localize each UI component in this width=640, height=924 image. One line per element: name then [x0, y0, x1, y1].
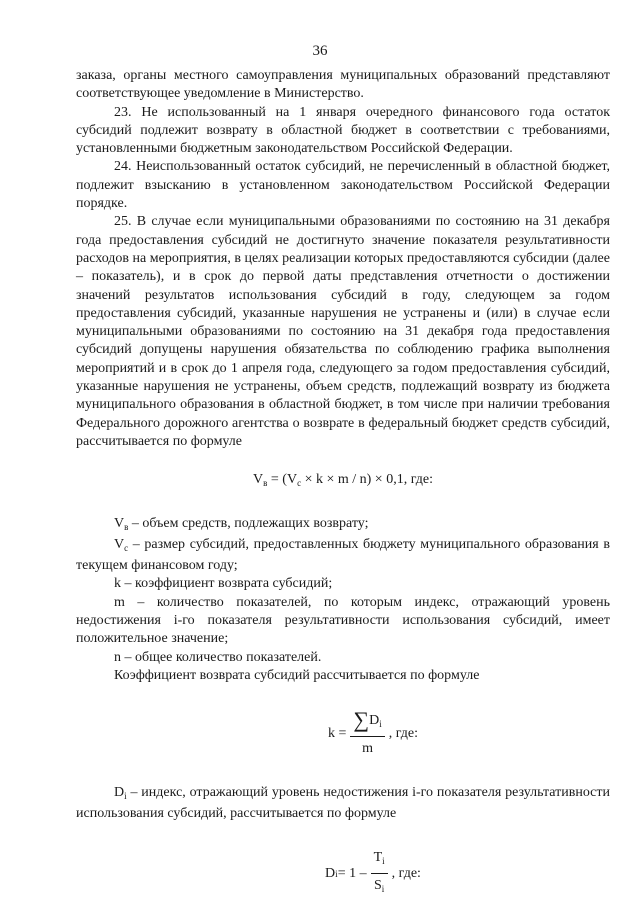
fraction-k: $\frac{\sum D_i}{m}$ — [350, 711, 384, 758]
page-number: 36 — [312, 43, 328, 59]
definition-k: k – коэффициент возврата субсидий; — [114, 576, 333, 592]
formula-coefficient-k: k = $\frac{\sum D_i}{m}$ , где: — [136, 711, 610, 758]
definition-di: $D_i$ – индекс, отражающий уровень недостижения i-го показателя результативности использования субсидий, рассчитывается по формуле — [76, 784, 610, 822]
paragraph-23: 23. Не использованный на 1 января очередного финансового года остаток субсидий подлежит возврату в областной бюджет в соответствии с требованиями, установленными бюджетным законодательством Российской Федерации. — [76, 104, 610, 157]
coefficient-intro: Коэффициент возврата субсидий рассчитывается по формуле — [114, 667, 480, 683]
definition-vv: $V_в$ – объем средств, подлежащих возврату; — [114, 515, 369, 532]
definition-m: m – количество показателей, по которым индекс, отражающий уровень недостижения i-го показателя результативности использования субсидий, имеет положительное значение; — [76, 594, 610, 647]
formula-return-volume: $V_в = (V_с \times k \times m / n) \times 0,1$, где: — [253, 472, 433, 489]
document-body — [76, 67, 610, 924]
paragraph-continuation: заказа, органы местного самоуправления муниципальных образований представляют соответствующее уведомление в Министерство. — [76, 68, 610, 102]
definition-vc: $V_с$ – размер субсидий, предоставленных бюджету муниципального образования в текущем финансовом году; — [76, 536, 610, 574]
formula-index-di: D i = 1 – $\frac{T_i}{S_i}$ , где: — [136, 849, 610, 898]
paragraph-25: 25. В случае если муниципальными образованиями по состоянию на 31 декабря года предоставления субсидий не достигнуто значение показателя результативности расходов на мероприятия, в целях реализации которых предоставляются субсидии (далее – показатель), и в срок до первой даты представления отчетности о достижении значений результатов использования субсидий в году, следующем за годом предоставления субсидий, указанные нарушения не устранены и (или) в случае если муниципальными образованиями по состоянию на 31 декабря года предоставления субсидий допущены нарушения обязательства по соблюдению графика выполнения мероприятий и в срок до 1 апреля года, следующего за годом предоставления субсидий, указанные нарушения не устранены, объем средств, подлежащий возврату из бюджета муниципального образования в областной бюджет, в том числе при наличии требования Федерального дорожного агентства о возврате в федеральный бюджет средств субсидий, рассчитывается по формуле — [76, 214, 610, 449]
paragraph-24: 24. Неиспользованный остаток субсидий, не перечисленный в областной бюджет, подлежит взысканию в установленном законодательством Российской Федерации порядке. — [76, 159, 610, 212]
fraction-di: $\frac{T_i}{S_i}$ — [371, 849, 388, 898]
definition-n: n – общее количество показателей. — [114, 649, 322, 665]
